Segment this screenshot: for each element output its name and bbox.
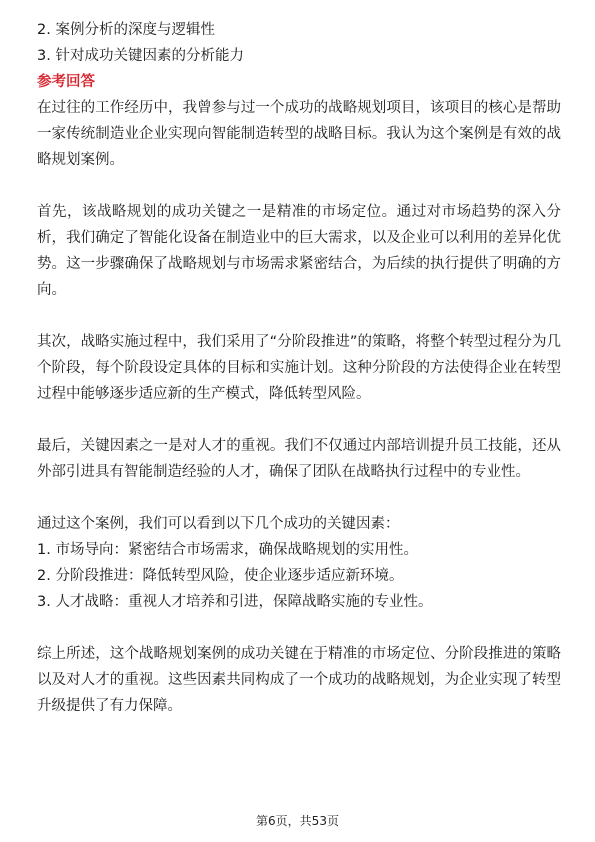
key-factor-item: 2. 分阶段推进：降低转型风险，使企业逐步适应新环境。	[37, 568, 404, 584]
paragraph-spacer	[37, 407, 561, 433]
paragraph-line: 势。这一步骤确保了战略规划与市场需求紧密结合，为后续的执行提供了明确的方	[37, 256, 561, 272]
paragraph-summary	[37, 641, 561, 719]
criteria-item: 3. 针对成功关键因素的分析能力	[37, 48, 244, 64]
paragraph-spacer	[37, 173, 561, 199]
criteria-item: 2. 案例分析的深度与逻辑性	[37, 22, 215, 38]
page-number: 第6页，共53页	[256, 814, 339, 828]
paragraph-line: 首先，该战略规划的成功关键之一是精准的市场定位。通过对市场趋势的深入分	[37, 204, 561, 220]
key-factor-item: 1. 市场导向：紧密结合市场需求，确保战略规划的实用性。	[37, 542, 418, 558]
page-footer	[0, 812, 595, 829]
paragraph-line: 个阶段，每个阶段设定具体的目标和实施计划。这种分阶段的方法使得企业在转型	[37, 360, 561, 376]
paragraph-line: 升级提供了有力保障。	[37, 698, 182, 714]
paragraph-line: 其次，战略实施过程中，我们采用了“分阶段推进”的策略，将整个转型过程分为几	[37, 334, 561, 350]
paragraph-line: 一家传统制造业企业实现向智能制造转型的战略目标。我认为这个案例是有效的战	[37, 126, 561, 142]
key-factors-list	[37, 511, 561, 615]
page-content	[37, 17, 561, 719]
paragraph-spacer	[37, 485, 561, 511]
paragraph-line: 以及对人才的重视。这些因素共同构成了一个成功的战略规划，为企业实现了转型	[37, 672, 561, 688]
paragraph-line: 过程中能够逐步适应新的生产模式，降低转型风险。	[37, 386, 371, 402]
paragraph-line: 最后，关键因素之一是对人才的重视。我们不仅通过内部培训提升员工技能，还从	[37, 438, 561, 454]
paragraph-first	[37, 199, 561, 303]
paragraph-spacer	[37, 615, 561, 641]
paragraph-spacer	[37, 303, 561, 329]
paragraph-line: 析，我们确定了智能化设备在制造业中的巨大需求，以及企业可以利用的差异化优	[37, 230, 561, 246]
paragraph-line: 外部引进具有智能制造经验的人才，确保了团队在战略执行过程中的专业性。	[37, 464, 530, 480]
paragraph-second	[37, 329, 561, 407]
paragraph-line: 略规划案例。	[37, 152, 124, 168]
key-factors-intro: 通过这个案例，我们可以看到以下几个成功的关键因素：	[37, 516, 400, 532]
paragraph-line: 在过往的工作经历中，我曾参与过一个成功的战略规划项目，该项目的核心是帮助	[37, 100, 561, 116]
answer-heading: 参考回答	[37, 74, 95, 90]
paragraph-line: 向。	[37, 282, 66, 298]
key-factor-item: 3. 人才战略：重视人才培养和引进，保障战略实施的专业性。	[37, 594, 433, 610]
paragraph-last	[37, 433, 561, 485]
paragraph-line: 综上所述，这个战略规划案例的成功关键在于精准的市场定位、分阶段推进的策略	[37, 646, 561, 662]
paragraph-intro	[37, 95, 561, 173]
